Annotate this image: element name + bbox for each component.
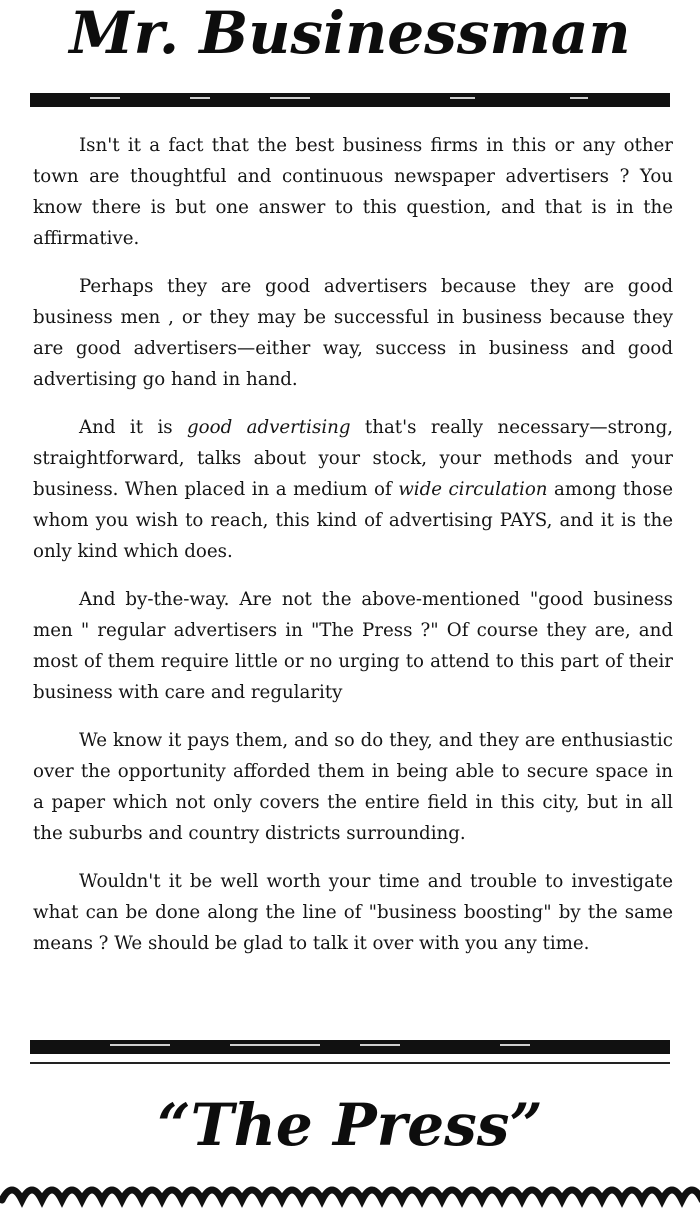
paragraph bbox=[33, 584, 673, 708]
ad-headline: Mr. Businessman bbox=[69, 0, 631, 67]
paragraph bbox=[33, 130, 673, 254]
emphasis-text: wide circulation bbox=[398, 479, 548, 500]
emphasis-text: good advertising bbox=[187, 417, 351, 438]
paragraph bbox=[33, 271, 673, 395]
top-divider-rule bbox=[30, 93, 670, 107]
bottom-divider-rule bbox=[30, 1040, 670, 1054]
ad-body bbox=[33, 130, 673, 976]
paragraph bbox=[33, 725, 673, 849]
paragraph-text: Isn't it a fact that the best business firms in this or any other town are thoughtful and continuous newspaper advertisers ? You know there is but one answer to this question, and that is in the affirmative. bbox=[33, 135, 673, 249]
paragraph-text: We know it pays them, and so do they, and they are enthusiastic over the opportunity afforded them in being able to secure space in a paper which not only covers the entire field in this city, but in all the suburbs and country districts surrounding. bbox=[33, 730, 673, 844]
paragraph-text: Wouldn't it be well worth your time and trouble to investigate what can be done along the line of "business boosting" by the same means ? We should be glad to talk it over with you any time. bbox=[33, 871, 673, 954]
signoff-the-press: “The Press” bbox=[157, 1091, 543, 1159]
bottom-thin-rule bbox=[30, 1062, 670, 1064]
paragraph-text: that's really necessary—strong, straightforward, talks about your stock, your methods and your business. When placed in a medium of bbox=[33, 417, 673, 500]
wavy-border-ornament bbox=[0, 1178, 700, 1215]
paragraph-text: And by-the-way. Are not the above-mentioned "good business men " regular advertisers in "The Press ?" Of course they are, and most of them require little or no urging to attend to this part of their business with care and regularity bbox=[33, 589, 673, 703]
paragraph-text: among those whom you wish to reach, this kind of advertising PAYS, and it is the only kind which does. bbox=[33, 479, 673, 562]
paragraph-text: Perhaps they are good advertisers because they are good business men , or they may be successful in business because they are good advertisers—either way, success in business and good advertising go hand in hand. bbox=[33, 276, 673, 390]
paragraph bbox=[33, 866, 673, 959]
paragraph-text: And it is bbox=[79, 417, 188, 438]
paragraph bbox=[33, 412, 673, 567]
